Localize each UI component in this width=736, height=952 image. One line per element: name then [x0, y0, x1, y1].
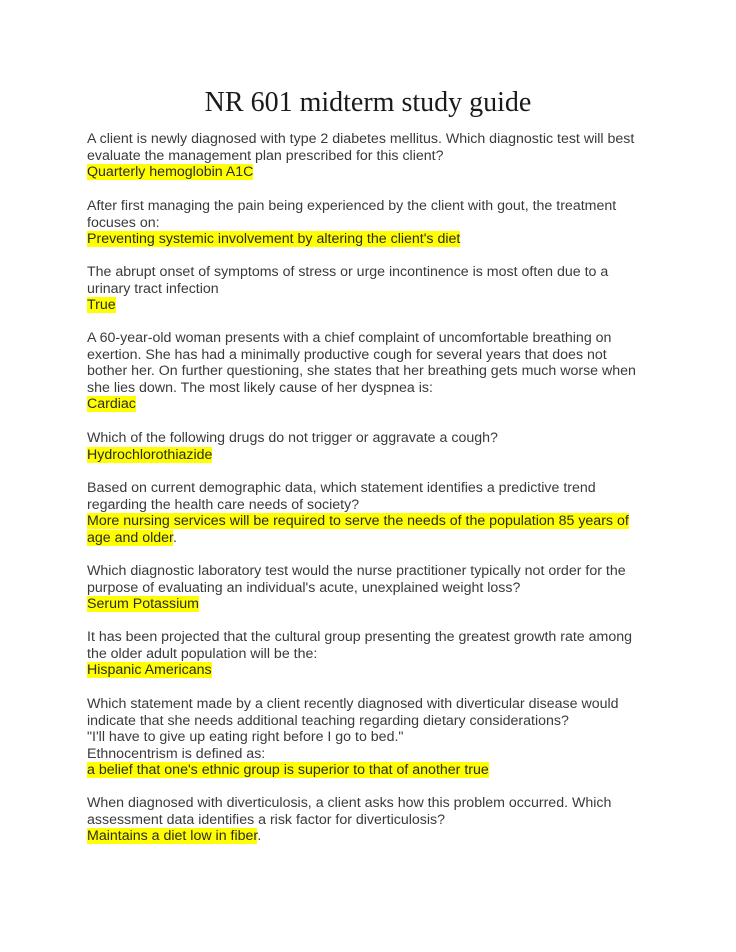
- question-line: focuses on:: [87, 214, 160, 231]
- question-line: Which diagnostic laboratory test would the nurse practitioner typically not order for the: [87, 563, 626, 579]
- answer-highlight: Maintains a diet low in fiber: [87, 828, 258, 845]
- question-line: bother her. On further questioning, she states that her breathing gets much worse when: [87, 363, 636, 380]
- answer-line: [87, 297, 657, 314]
- answer-highlight: Cardiac: [87, 396, 136, 413]
- answer-highlight: a belief that one's ethnic group is superior to that of another true: [87, 762, 489, 779]
- answer-highlight: Hispanic Americans: [87, 662, 212, 679]
- answer-line: [87, 762, 657, 779]
- qa-block-9: [87, 696, 657, 779]
- answer-line: [87, 596, 657, 613]
- document-title: NR 601 midterm study guide: [204, 87, 532, 118]
- question-line: Ethnocentrism is defined as:: [87, 745, 266, 762]
- question-line: A 60-year-old woman presents with a chief complaint of uncomfortable breathing on: [87, 330, 612, 346]
- qa-block-4: [87, 330, 657, 413]
- answer-line: [87, 530, 657, 547]
- answer-line: [87, 164, 657, 181]
- question-line: indicate that she needs additional teaching regarding dietary considerations?: [87, 712, 569, 729]
- qa-block-5: [87, 430, 657, 463]
- answer-highlight: More nursing services will be required to serve the needs of the population 85 years of: [87, 513, 629, 530]
- question-line: Which statement made by a client recently diagnosed with diverticular disease would: [87, 696, 619, 712]
- answer-trailing-period: .: [257, 828, 262, 845]
- answer-line: [87, 447, 657, 464]
- question-line: exertion. She has had a minimally productive cough for several years that does not: [87, 346, 607, 363]
- answer-line: [87, 396, 657, 413]
- question-line: It has been projected that the cultural group presenting the greatest growth rate among: [87, 629, 632, 645]
- answer-line: [87, 231, 657, 248]
- qa-block-7: [87, 563, 657, 613]
- question-line: the older adult population will be the:: [87, 645, 318, 662]
- qa-block-2: [87, 198, 657, 248]
- answer-highlight: age and older: [87, 529, 173, 546]
- question-line: Which of the following drugs do not trigger or aggravate a cough?: [87, 430, 498, 446]
- answer-highlight: Preventing systemic involvement by altering the client's diet: [87, 231, 461, 248]
- answer-line: [87, 513, 657, 530]
- answer-highlight: Serum Potassium: [87, 596, 199, 613]
- answer-highlight: Hydrochlorothiazide: [87, 446, 213, 463]
- qa-block-10: [87, 795, 657, 845]
- question-line: regarding the health care needs of society?: [87, 496, 360, 513]
- answer-highlight: Quarterly hemoglobin A1C: [87, 164, 254, 181]
- question-line: evaluate the management plan prescribed for this client?: [87, 147, 444, 164]
- answer-line: [87, 662, 657, 679]
- question-line: purpose of evaluating an individual's acute, unexplained weight loss?: [87, 579, 521, 596]
- qa-block-6: [87, 480, 657, 546]
- question-line: assessment data identifies a risk factor for diverticulosis?: [87, 811, 445, 828]
- question-line: she lies down. The most likely cause of her dyspnea is:: [87, 379, 433, 396]
- qa-block-1: [87, 131, 657, 181]
- answer-trailing-period: .: [173, 529, 177, 546]
- answer-highlight: True: [87, 297, 116, 314]
- question-line: The abrupt onset of symptoms of stress or urge incontinence is most often due to a: [87, 264, 609, 280]
- question-line: After first managing the pain being experienced by the client with gout, the treatment: [87, 198, 617, 214]
- question-line: Based on current demographic data, which statement identifies a predictive trend: [87, 480, 596, 496]
- qa-block-8: [87, 629, 657, 679]
- question-line: When diagnosed with diverticulosis, a client asks how this problem occurred. Which: [87, 795, 612, 811]
- question-line: A client is newly diagnosed with type 2 diabetes mellitus. Which diagnostic test will best: [87, 131, 635, 147]
- question-line: "I'll have to give up eating right before I go to bed.": [87, 729, 404, 746]
- qa-block-3: [87, 264, 657, 314]
- question-line: urinary tract infection: [87, 280, 219, 297]
- answer-line: [87, 828, 657, 845]
